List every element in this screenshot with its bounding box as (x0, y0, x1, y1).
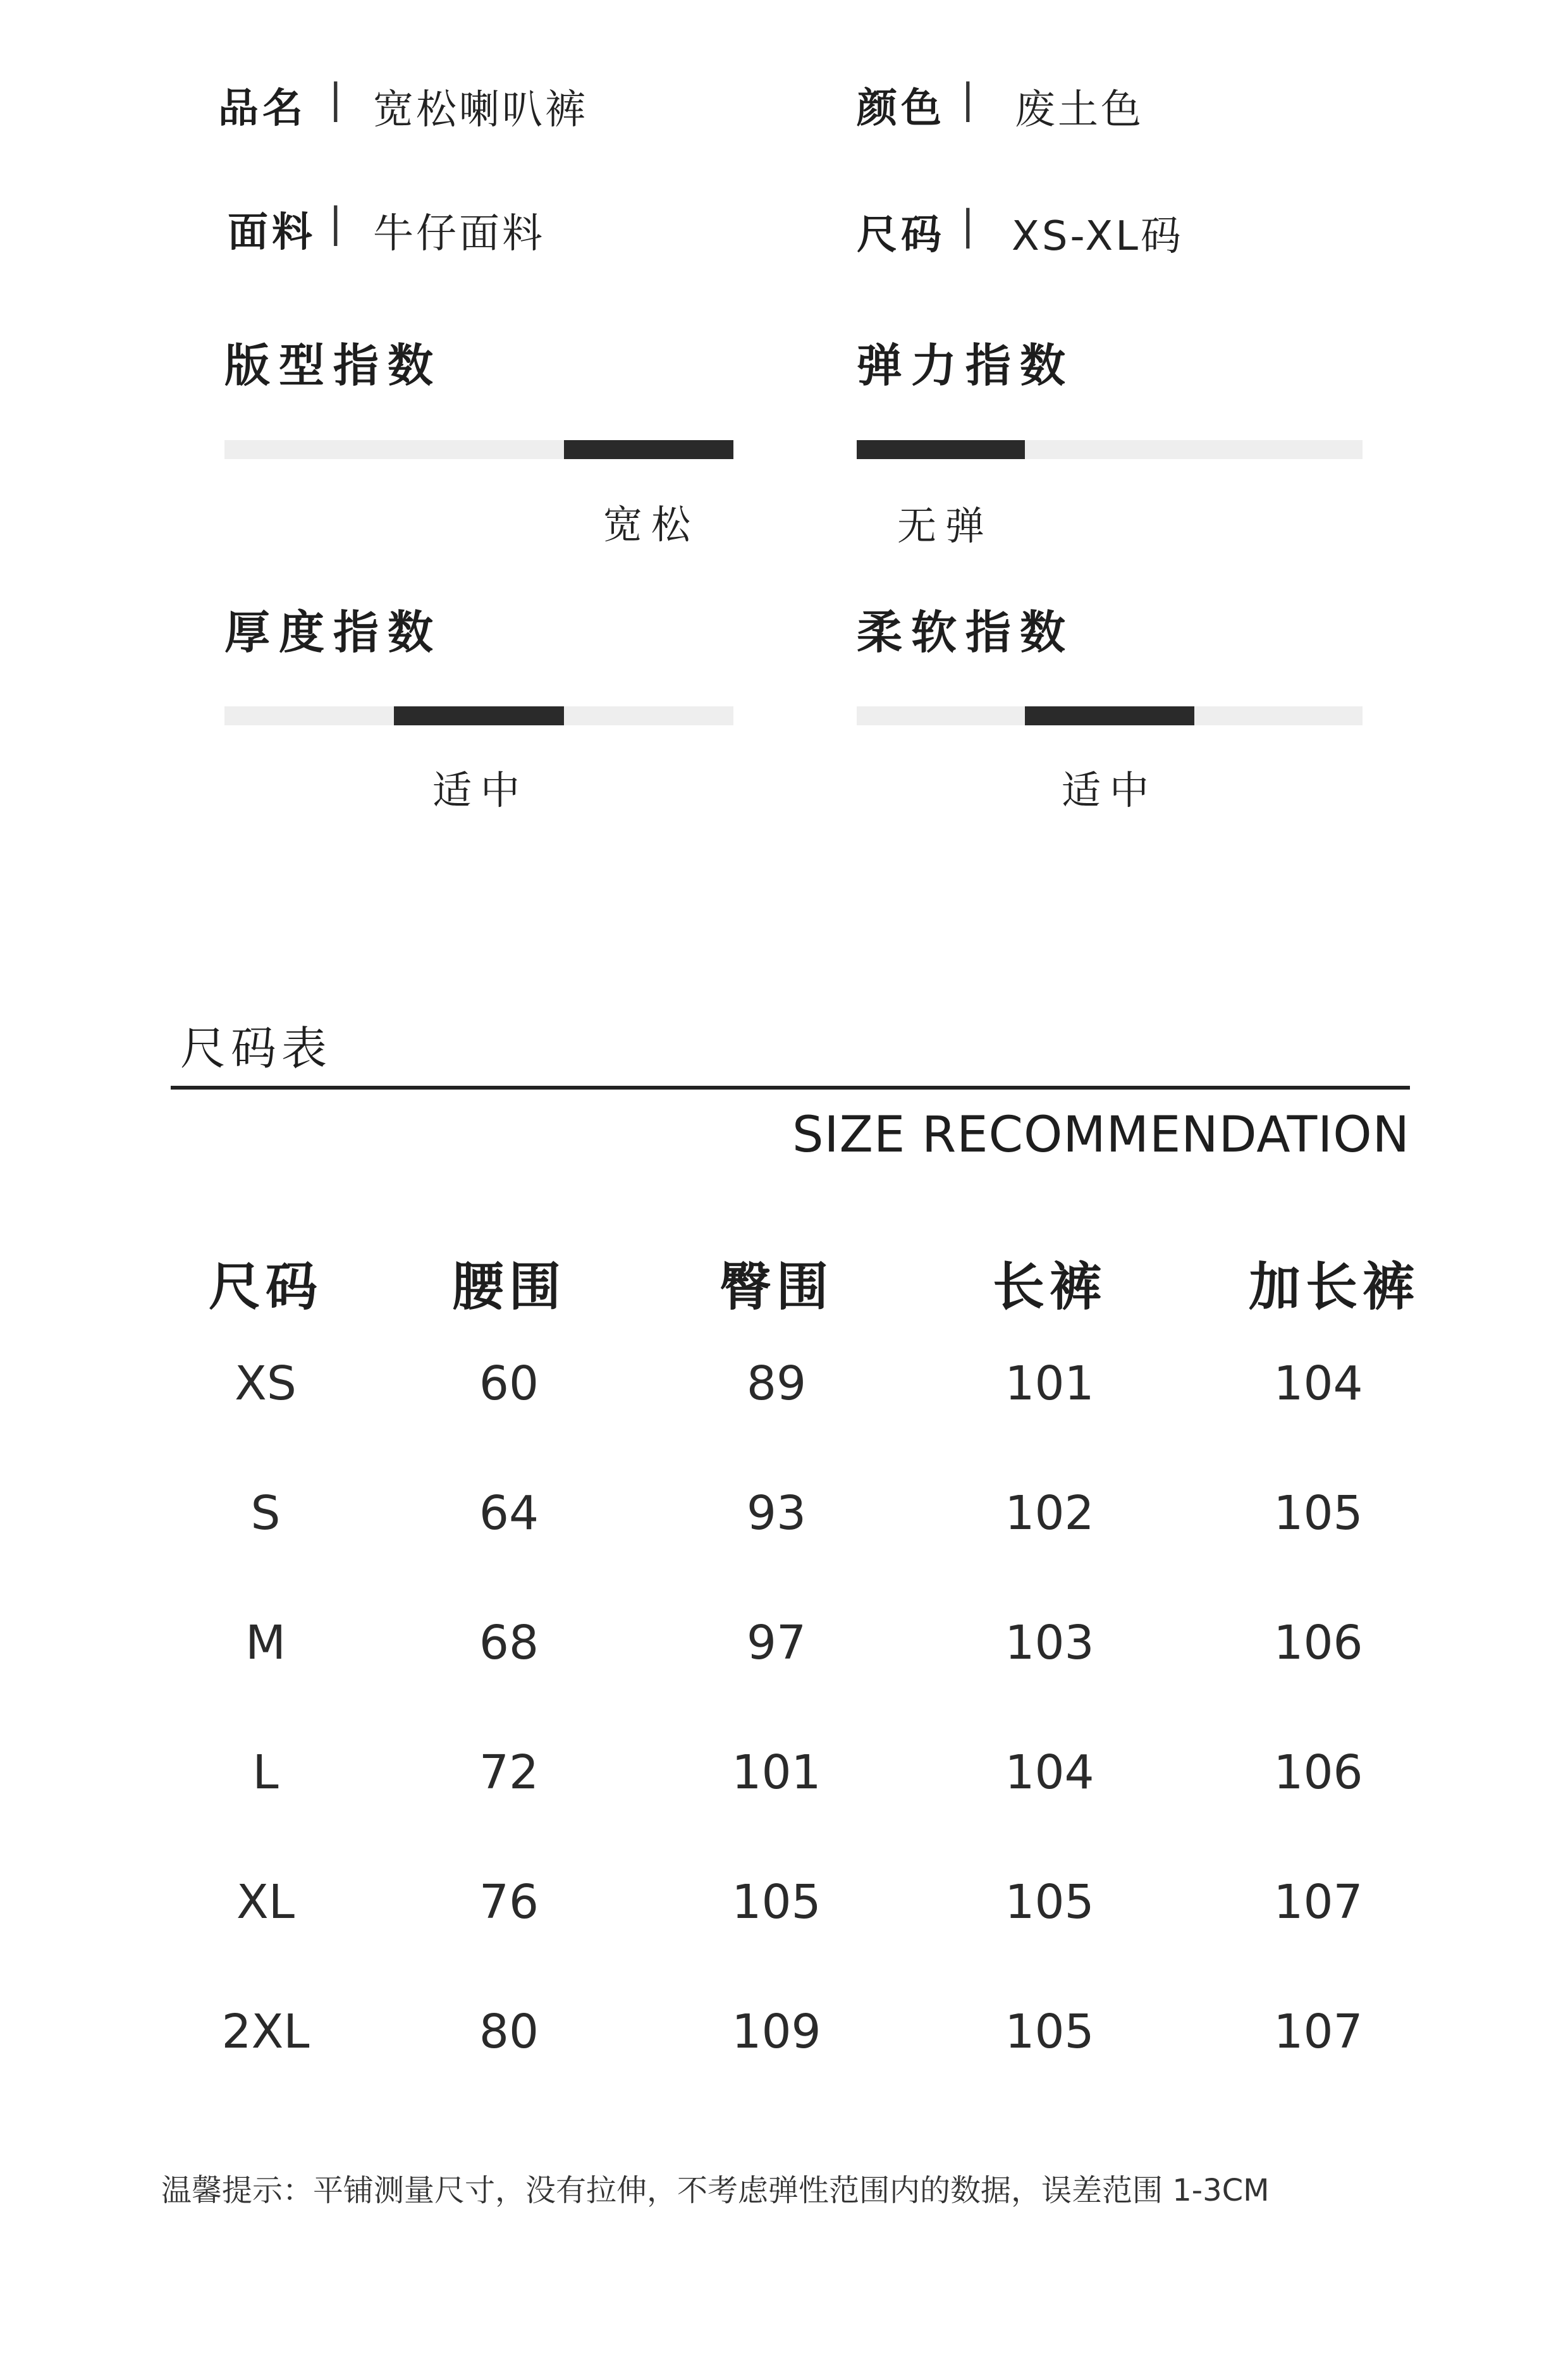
softness-index-title: 柔软指数 (857, 606, 1075, 659)
cell-size: L (252, 1745, 279, 1800)
thickness-index-track (224, 706, 733, 725)
cell-long-trousers: 106 (1273, 1616, 1363, 1670)
size-value: XS-XL码 (1012, 213, 1184, 260)
cell-long-trousers: 107 (1273, 1875, 1363, 1929)
cell-size: M (245, 1616, 286, 1670)
cell-trousers: 102 (1005, 1486, 1094, 1540)
table-header-hip: 臀围 (719, 1257, 833, 1317)
table-row (171, 1875, 1429, 1945)
color-value: 废土色 (1015, 87, 1144, 133)
size-chart-subtitle: SIZE RECOMMENDATION (792, 1107, 1410, 1164)
cell-long-trousers: 104 (1273, 1356, 1363, 1411)
cell-waist: 64 (479, 1486, 539, 1540)
measurement-note: 温馨提示：平铺测量尺寸，没有拉伸，不考虑弹性范围内的数据，误差范围 1-3CM (161, 2173, 1270, 2208)
color-label: 颜色 (857, 85, 945, 132)
separator: | (329, 76, 343, 123)
cell-long-trousers: 107 (1273, 2005, 1363, 2059)
cell-trousers: 105 (1005, 1875, 1094, 1929)
cell-hip: 101 (732, 1745, 821, 1800)
size-table (171, 1246, 1429, 2080)
separator: | (961, 202, 975, 249)
product-name-label: 品名 (218, 85, 307, 132)
table-row (171, 1356, 1429, 1426)
softness-index-fill (1025, 706, 1194, 725)
stretch-index-level: 无弹 (897, 503, 993, 549)
table-header-waist: 腰围 (451, 1257, 566, 1317)
cell-hip: 105 (732, 1875, 821, 1929)
separator: | (329, 200, 343, 247)
cell-long-trousers: 105 (1273, 1486, 1363, 1540)
table-row (171, 1486, 1429, 1556)
cell-size: XL (236, 1875, 295, 1929)
cell-hip: 89 (746, 1356, 807, 1411)
cell-waist: 68 (479, 1616, 539, 1670)
separator: | (961, 76, 975, 123)
softness-index-track (857, 706, 1363, 725)
cell-hip: 93 (746, 1486, 807, 1540)
stretch-index-track (857, 440, 1363, 459)
thickness-index-fill (394, 706, 564, 725)
cell-trousers: 101 (1005, 1356, 1094, 1411)
cell-long-trousers: 106 (1273, 1745, 1363, 1800)
cell-size: 2XL (221, 2005, 310, 2059)
fit-index-title: 版型指数 (224, 339, 443, 392)
cell-waist: 60 (479, 1356, 539, 1411)
table-header-long-trousers: 加长裤 (1248, 1257, 1419, 1317)
fit-index-fill (564, 440, 733, 459)
softness-index-level: 适中 (1061, 767, 1158, 813)
cell-trousers: 103 (1005, 1616, 1094, 1670)
divider (171, 1086, 1410, 1090)
fabric-label: 面料 (228, 209, 316, 256)
fabric-value: 牛仔面料 (373, 211, 545, 257)
cell-waist: 72 (479, 1745, 539, 1800)
fit-index-level: 宽松 (603, 501, 699, 548)
thickness-index-level: 适中 (432, 767, 529, 813)
stretch-index-fill (857, 440, 1025, 459)
cell-hip: 97 (746, 1616, 807, 1670)
cell-hip: 109 (732, 2005, 821, 2059)
size-label: 尺码 (857, 212, 945, 259)
cell-size: S (250, 1486, 281, 1540)
table-row (171, 1745, 1429, 1815)
table-header-trousers: 长裤 (992, 1257, 1106, 1317)
fit-index-track (224, 440, 733, 459)
cell-waist: 76 (479, 1875, 539, 1929)
stretch-index-title: 弹力指数 (857, 339, 1075, 392)
thickness-index-title: 厚度指数 (224, 606, 443, 659)
table-row (171, 1616, 1429, 1685)
cell-waist: 80 (479, 2005, 539, 2059)
table-header-size: 尺码 (208, 1257, 322, 1317)
product-name-value: 宽松喇叭裤 (373, 87, 588, 133)
cell-size: XS (235, 1356, 297, 1411)
cell-trousers: 105 (1005, 2005, 1094, 2059)
table-row (171, 2005, 1429, 2074)
cell-trousers: 104 (1005, 1745, 1094, 1800)
size-chart-title: 尺码表 (180, 1022, 333, 1075)
